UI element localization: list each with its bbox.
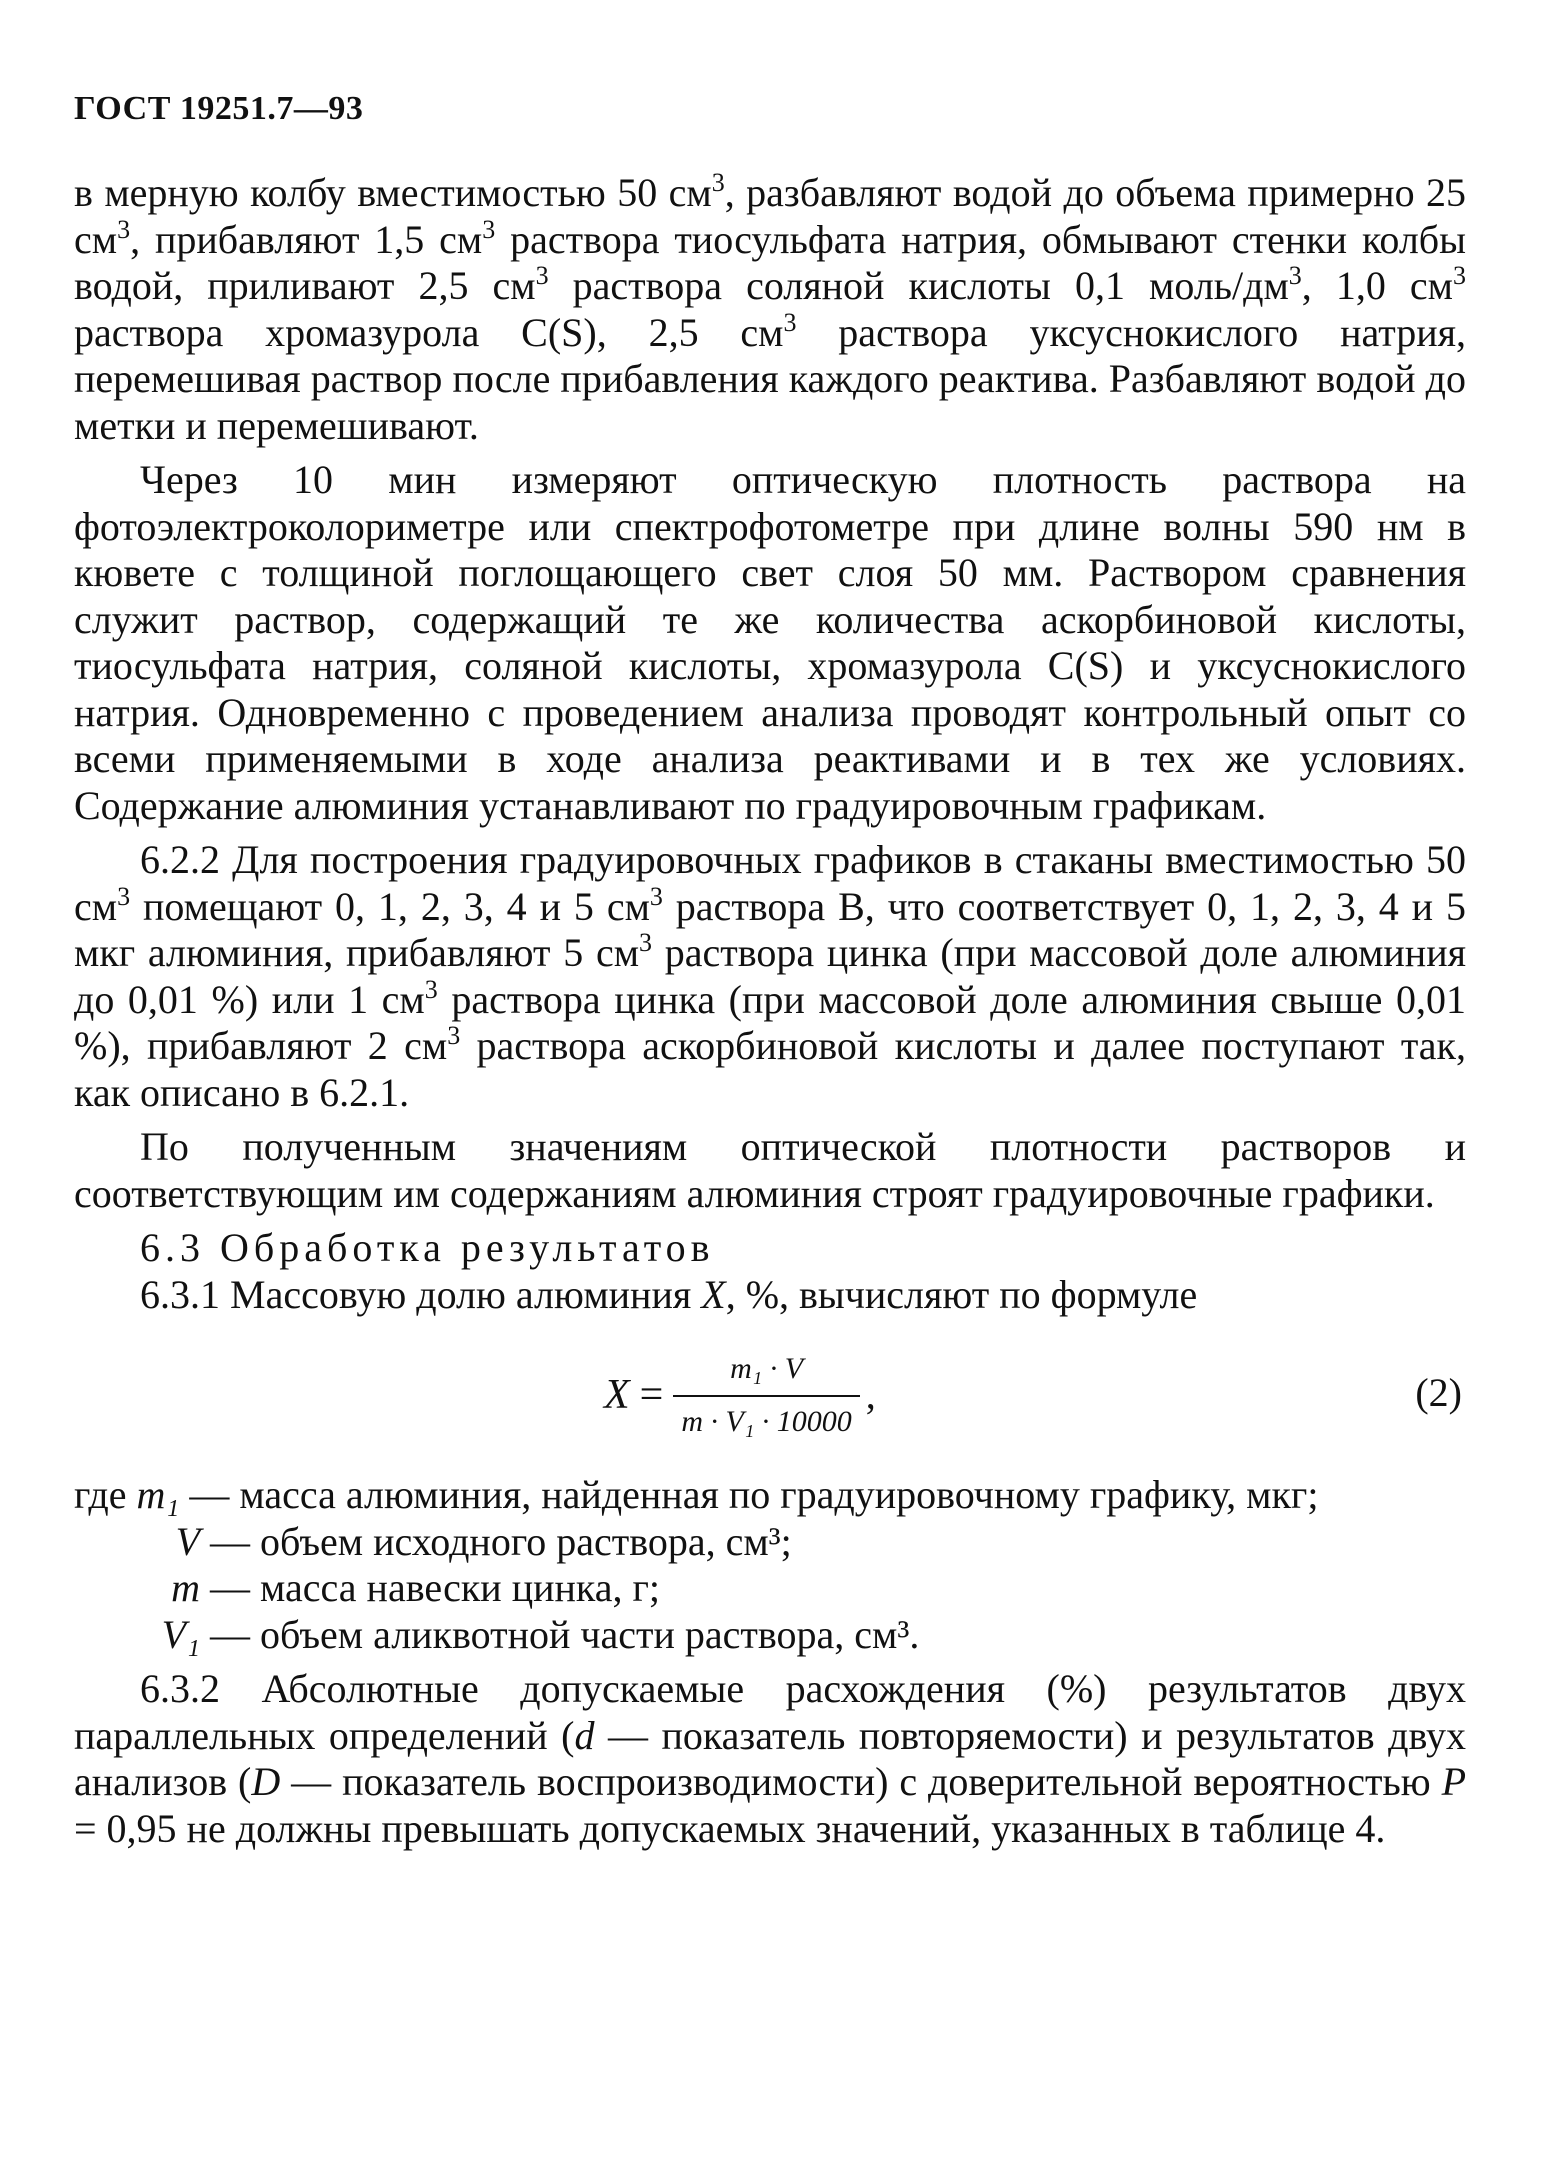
formula-equals: =	[639, 1372, 664, 1419]
variable-definitions	[74, 1472, 1466, 1658]
text-run: , прибавляют 1,5 см	[130, 216, 483, 262]
text-run: раствора цинка (при массовой доле алюминия до 0,01 %) или 1 см	[74, 930, 1467, 1022]
superscript: 3	[783, 307, 797, 337]
text-run: , разбавляют водой до объема примерно 25 см	[74, 170, 1467, 262]
paragraph-measurement: Через 10 мин измеряют оптическую плотность раствора на фотоэлектроколориметре или спектрофотометре при длине волны 590 нм в кювете с толщиной поглощающего свет слоя 50 мм. Раствором сравнения служит раствор, содержащий те же количества аскорбиновой кислоты, тиосульфата натрия, соляной кислоты, хромазурола C(S) и уксуснокислого натрия. Одновременно с проведением анализа проводят контрольный опыт со всеми применяемыми в ходе анализа реактивами и в тех же условиях. Содержание алюминия устанавливают по градуировочным графикам.	[74, 457, 1466, 828]
paragraph-6-2-2	[74, 837, 1466, 1116]
text-run: раствора соляной кислоты 0,1 моль/дм	[548, 263, 1289, 308]
text-run: , 1,0 см	[1301, 263, 1453, 308]
definition-text: — масса алюминия, найденная по градуировочному графику, мкг;	[179, 1472, 1319, 1517]
standard-header: ГОСТ 19251.7—93	[74, 90, 364, 127]
text-run: раствора цинка (при массовой доле алюминия свыше 0,01 %), прибавляют 2 см	[74, 976, 1466, 1068]
paragraph-procedure-continuation	[74, 170, 1466, 449]
text-run: раствора уксуснокислого натрия, перемешивая раствор после прибавления каждого реактива. Разбавляют водой до метки и перемешивают.	[74, 309, 1467, 448]
superscript: 3	[639, 928, 653, 957]
definition-item	[74, 1519, 1466, 1566]
definition-item	[74, 1612, 1466, 1659]
text-run: , %, вычисляют по формуле	[725, 1271, 1198, 1317]
formula-fraction	[673, 1346, 859, 1445]
definition-text: — объем исходного раствора, см³;	[200, 1518, 792, 1564]
formula-numerator: m₁ · V	[730, 1352, 804, 1385]
text-run: раствора хромазурола C(S), 2,5 см	[74, 309, 784, 355]
superscript: 3	[117, 214, 131, 244]
text-run: 6.3.2 Абсолютные допускаемые расхождения (%) результатов двух параллельных определений (	[74, 1666, 1466, 1758]
superscript: 3	[535, 261, 549, 290]
definition-item	[74, 1472, 1466, 1519]
superscript: 3	[649, 881, 663, 911]
variable-d: d	[574, 1712, 595, 1758]
text-run: раствора аскорбиновой кислоты и далее поступают так, как описано в 6.2.1.	[74, 1023, 1466, 1115]
definition-lead: где	[74, 1472, 127, 1517]
section-title-results: 6.3 Обработка результатов	[140, 1225, 715, 1270]
text-run: 6.2.2 Для построения градуировочных графиков в стаканы вместимостью 50 см	[74, 837, 1466, 929]
superscript: 3	[711, 168, 725, 197]
definition-symbol: V₁	[161, 1611, 200, 1657]
definition-symbol: m	[171, 1565, 200, 1610]
text-run: помещают 0, 1, 2, 3, 4 и 5 см	[130, 883, 650, 929]
text-run: = 0,95 не должны превышать допускаемых значений, указанных в таблице 4.	[74, 1805, 1386, 1851]
definition-symbol: V	[175, 1518, 200, 1564]
definition-text: — масса навески цинка, г;	[200, 1565, 661, 1610]
text-run: — показатель повторяемости) и результатов двух анализов (	[74, 1712, 1467, 1804]
text-run: раствора В, что соответствует 0, 1, 2, 3, 4 и 5 мкг алюминия, прибавляют 5 см	[74, 883, 1466, 975]
formula-comma: ,	[865, 1372, 876, 1418]
formula	[604, 1346, 876, 1445]
superscript: 3	[1288, 261, 1302, 290]
text-run: 6.3.1 Массовую долю алюминия	[140, 1271, 702, 1317]
formula-block	[74, 1328, 1466, 1456]
equation-number: (2)	[1415, 1370, 1462, 1415]
text-run: раствора тиосульфата натрия, обмывают стенки колбы водой, приливают 2,5 см	[74, 216, 1467, 308]
text-run: в мерную колбу вместимостью 50 см	[74, 170, 712, 215]
superscript: 3	[482, 214, 496, 244]
variable-x: X	[701, 1271, 726, 1317]
variable-D: D	[251, 1759, 281, 1804]
formula-denominator: m · V₁ · 10000	[673, 1395, 859, 1446]
document-body	[74, 170, 1466, 1852]
definition-item	[74, 1565, 1466, 1612]
variable-P: P	[1441, 1759, 1467, 1804]
definition-text: — объем аликвотной части раствора, см³.	[200, 1611, 920, 1657]
superscript: 3	[117, 881, 131, 911]
paragraph-6-3-1	[74, 1272, 1466, 1319]
definition-symbol: m₁	[136, 1472, 180, 1517]
text-run: — показатель воспроизводимости) с доверительной вероятностью	[280, 1759, 1442, 1804]
superscript: 3	[1452, 261, 1466, 290]
paragraph-6-3-2	[74, 1666, 1466, 1852]
formula-lhs: X	[604, 1372, 630, 1419]
superscript: 3	[424, 974, 438, 1004]
superscript: 3	[447, 1021, 461, 1050]
paragraph-calibration-graphs: По полученным значениям оптической плотности растворов и соответствующим им содержаниям алюминия строят градуировочные графики.	[74, 1124, 1466, 1216]
